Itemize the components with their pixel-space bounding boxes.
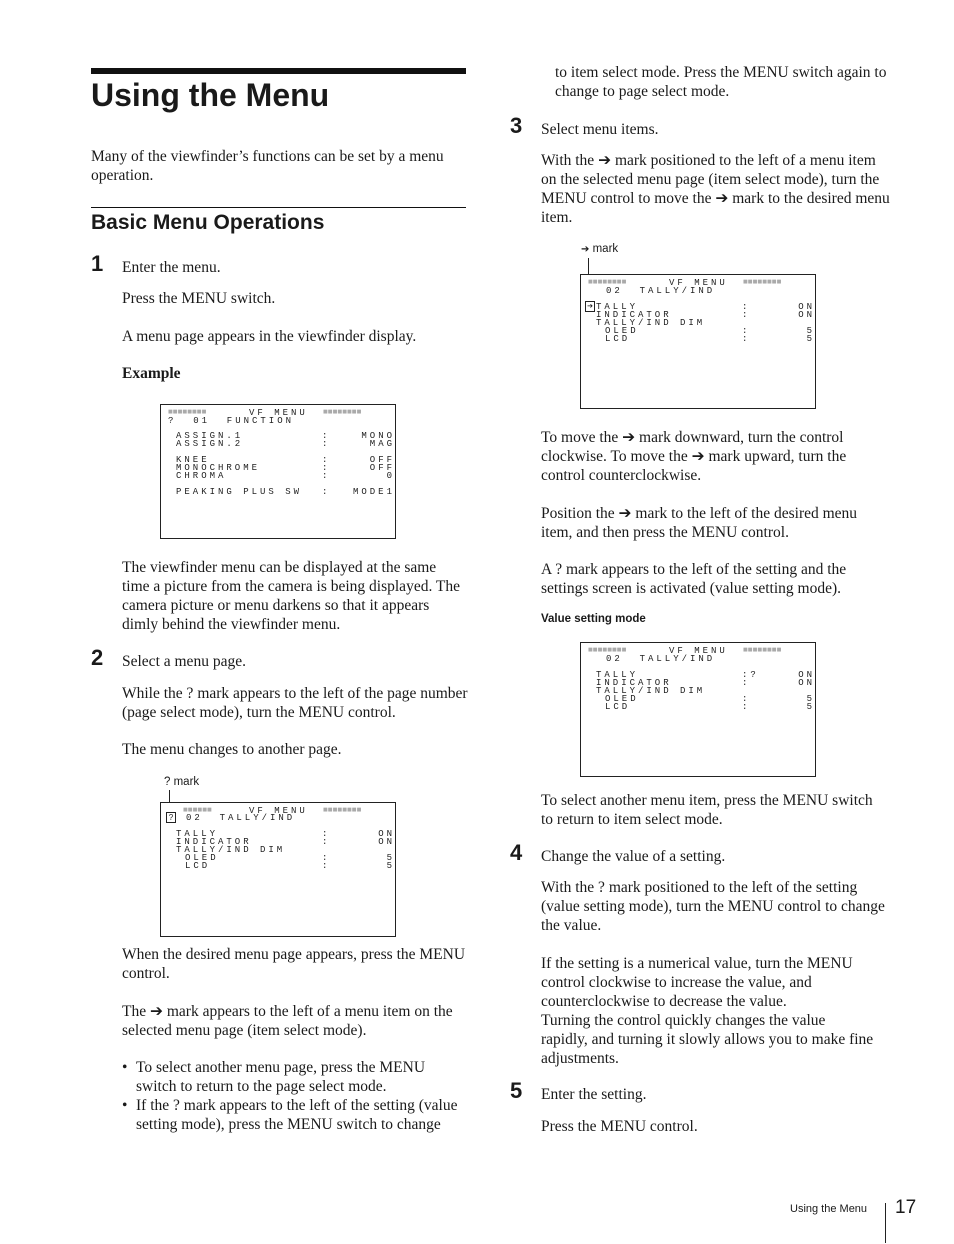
- right-arrow-icon: ➔: [691, 447, 705, 465]
- menu-row-value: MONO: [361, 431, 395, 441]
- step-1-number: 1: [91, 251, 104, 276]
- right-arrow-icon: ➔: [581, 244, 590, 255]
- menu-header-bars: ■■■■■■: [183, 806, 212, 815]
- menu-row-label: TALLY: [176, 829, 219, 839]
- right-arrow-icon: ➔: [618, 504, 632, 522]
- menu-row-label: LCD: [605, 334, 631, 344]
- menu-screen-page-select: [160, 802, 396, 937]
- step-3-heading: Select menu items.: [541, 121, 659, 138]
- step-1-text: Press the MENU switch.: [122, 290, 276, 307]
- menu-row-value: 5: [806, 694, 815, 704]
- menu-row-label: TALLY: [596, 670, 639, 680]
- menu-header-bars: ■■■■■■■■: [323, 408, 362, 417]
- text-fragment: Position the: [541, 505, 619, 522]
- menu-header-bars: ■■■■■■■■: [743, 646, 782, 655]
- bullet-continuation: to item select mode. Press the MENU switch again to change to page select mode.: [555, 64, 887, 100]
- menu-row-sep: :: [742, 694, 751, 704]
- menu-row-label: ASSIGN.2: [176, 439, 244, 449]
- menu-row-sep: :: [322, 471, 331, 481]
- menu-row-value: OFF: [369, 463, 395, 473]
- bullet-item: If the ? mark appears to the left of the setting (value setting mode), press the MENU switch to change: [136, 1097, 458, 1133]
- menu-row-label: TALLY/IND DIM: [596, 686, 706, 696]
- menu-row-sep: :: [322, 487, 331, 497]
- menu-row-value: ON: [798, 678, 815, 688]
- question-mark-label: ? mark: [164, 776, 200, 788]
- footer-label: Using the Menu: [790, 1203, 868, 1215]
- menu-row-sep: :: [322, 431, 331, 441]
- page-title: Using the Menu: [91, 77, 330, 113]
- menu-row-label: CHROMA: [176, 471, 227, 481]
- menu-header-bars: ■■■■■■■■: [743, 278, 782, 287]
- step-1-heading: Enter the menu.: [122, 259, 221, 276]
- example-label: Example: [122, 365, 181, 382]
- menu-row-label: LCD: [185, 861, 211, 871]
- menu-row-label: TALLY/IND DIM: [596, 318, 706, 328]
- menu-row-sep: :: [322, 463, 331, 473]
- step-3-after: To select another menu item, press the MENU switch to return to item select mode.: [541, 792, 873, 828]
- bullet-item: To select another menu page, press the MENU switch to return to the page select mode.: [136, 1059, 426, 1095]
- text-fragment: mark: [592, 243, 619, 255]
- step-4-text: Turning the control quickly changes the value rapidly, and turning it slowly allows you to make fine adjustments.: [541, 1012, 874, 1067]
- menu-row-label: KNEE: [176, 455, 210, 465]
- menu-screen-example: [160, 404, 396, 539]
- step-5-number: 5: [510, 1078, 523, 1103]
- step-3-text: A ? mark appears to the left of the setting and the settings screen is activated (value setting mode).: [541, 561, 847, 597]
- menu-row-value: 5: [386, 861, 395, 871]
- menu-row-label: INDICATOR: [596, 310, 672, 320]
- footer-rule: [885, 1203, 886, 1243]
- text-fragment: mark upward, turn the control counterclockwise.: [541, 448, 847, 484]
- right-arrow-icon: ➔: [622, 428, 636, 446]
- menu-row-label: INDICATOR: [596, 678, 672, 688]
- step-2-heading: Select a menu page.: [122, 653, 246, 670]
- menu-row-value: ON: [798, 310, 815, 320]
- right-arrow-icon: ➔: [585, 301, 595, 312]
- text-fragment: mark appears to the left of a menu item on the selected menu page (item select mode).: [122, 1003, 453, 1039]
- menu-header: VF MENU: [249, 408, 308, 418]
- menu-row-value: MODE1: [352, 487, 395, 497]
- right-arrow-icon: ➔: [715, 189, 729, 207]
- arrow-mark-label: [581, 242, 618, 257]
- step-3-text: [541, 151, 891, 227]
- menu-row-sep: :: [742, 702, 751, 712]
- page-number: 17: [895, 1197, 917, 1218]
- step-3-text: [541, 504, 886, 542]
- menu-row-label: OLED: [605, 326, 639, 336]
- menu-row-value: 5: [806, 326, 815, 336]
- step-2-after: When the desired menu page appears, press the MENU control.: [122, 946, 466, 982]
- right-arrow-icon: ➔: [598, 151, 612, 169]
- text-fragment: mark to the desired menu item.: [541, 190, 890, 226]
- text-fragment: The: [122, 1003, 150, 1020]
- menu-row-sep: :: [322, 455, 331, 465]
- menu-header: VF MENU: [669, 278, 728, 288]
- menu-header: VF MENU: [669, 646, 728, 656]
- menu-row-sep: :?: [742, 670, 759, 680]
- menu-row-value: 5: [386, 853, 395, 863]
- menu-row-sep: :: [322, 829, 331, 839]
- menu-row-value: 5: [806, 334, 815, 344]
- menu-row-label: OLED: [185, 853, 219, 863]
- menu-row-value: ON: [378, 829, 395, 839]
- menu-row-label: PEAKING PLUS SW: [176, 487, 303, 497]
- menu-row-sep: :: [322, 837, 331, 847]
- step-4-text: With the ? mark positioned to the left of the setting (value setting mode), turn the MENU control to change the value.: [541, 879, 885, 934]
- question-mark-box: ?: [166, 812, 176, 823]
- menu-row-label: LCD: [605, 702, 631, 712]
- step-2-after: [122, 1002, 472, 1040]
- menu-screen-value-setting: [580, 642, 816, 777]
- menu-header-bars: ■■■■■■■■: [323, 806, 362, 815]
- text-fragment: mark to the left of the desired menu item, and then press the MENU control.: [541, 505, 858, 541]
- menu-row-label: TALLY/IND DIM: [176, 845, 286, 855]
- step-4-text: If the setting is a numerical value, turn the MENU control clockwise to increase the value, and counterclockwise to decrease the value.: [541, 955, 853, 1010]
- menu-row-sep: :: [742, 302, 751, 312]
- bullet-icon: •: [122, 1059, 128, 1076]
- menu-header: VF MENU: [249, 806, 308, 816]
- section-title: Basic Menu Operations: [91, 211, 325, 234]
- menu-row-sep: :: [742, 326, 751, 336]
- right-arrow-icon: ➔: [149, 1002, 163, 1020]
- text-fragment: To move the: [541, 429, 623, 446]
- menu-row-value: ON: [378, 837, 395, 847]
- menu-row-label: MONOCHROME: [176, 463, 261, 473]
- title-rule: [91, 68, 466, 74]
- menu-row-sep: :: [742, 678, 751, 688]
- menu-row-value: 5: [806, 702, 815, 712]
- menu-page-line: 02 TALLY/IND: [606, 286, 716, 296]
- menu-row-sep: :: [322, 439, 331, 449]
- step-2-text: While the ? mark appears to the left of the page number (page select mode), turn the MENU control.: [122, 685, 468, 721]
- step-1-text: A menu page appears in the viewfinder display.: [122, 328, 417, 345]
- step-5-heading: Enter the setting.: [541, 1086, 647, 1103]
- text-fragment: mark downward, turn the control clockwise. To move the: [541, 429, 844, 465]
- text-fragment: With the: [541, 152, 599, 169]
- step-3-text: [541, 428, 886, 485]
- menu-row-value: MAG: [369, 439, 395, 449]
- value-setting-mode-label: Value setting mode: [541, 613, 646, 625]
- menu-row-label: INDICATOR: [176, 837, 252, 847]
- bullet-icon: •: [122, 1097, 128, 1114]
- menu-page-line: ? 01 FUNCTION: [168, 416, 295, 426]
- menu-row-value: 0: [386, 471, 395, 481]
- menu-screen-item-select: [580, 274, 816, 409]
- menu-row-sep: :: [742, 310, 751, 320]
- section-rule: [91, 207, 466, 208]
- menu-header-bars: ■■■■■■■■: [168, 408, 207, 417]
- step-4-number: 4: [510, 840, 523, 865]
- menu-row-sep: :: [322, 861, 331, 871]
- text-fragment: mark positioned to the left of a menu item on the selected menu page (item select mode), turn the MENU control to move the: [541, 152, 880, 207]
- menu-row-value: OFF: [369, 455, 395, 465]
- menu-row-value: ON: [798, 670, 815, 680]
- menu-row-label: ASSIGN.1: [176, 431, 244, 441]
- intro-text: Many of the viewfinder’s functions can be set by a menu operation.: [91, 148, 444, 184]
- step-4-heading: Change the value of a setting.: [541, 848, 726, 865]
- menu-row-sep: :: [322, 853, 331, 863]
- menu-row-label: TALLY: [596, 302, 639, 312]
- menu-header-bars: ■■■■■■■■: [588, 278, 627, 287]
- menu-page-line: 02 TALLY/IND: [186, 813, 296, 823]
- step-1-after: The viewfinder menu can be displayed at the same time a picture from the camera is being displayed. The camera picture or menu darkens so that it appears dimly behind the viewfinder menu.: [122, 559, 461, 633]
- menu-header-bars: ■■■■■■■■: [588, 646, 627, 655]
- step-2-number: 2: [91, 645, 104, 670]
- menu-page-line: 02 TALLY/IND: [606, 654, 716, 664]
- step-5-text: Press the MENU control.: [541, 1118, 698, 1135]
- menu-row-label: OLED: [605, 694, 639, 704]
- step-2-text: The menu changes to another page.: [122, 741, 342, 758]
- menu-row-sep: :: [742, 334, 751, 344]
- menu-row-value: ON: [798, 302, 815, 312]
- step-3-number: 3: [510, 113, 523, 138]
